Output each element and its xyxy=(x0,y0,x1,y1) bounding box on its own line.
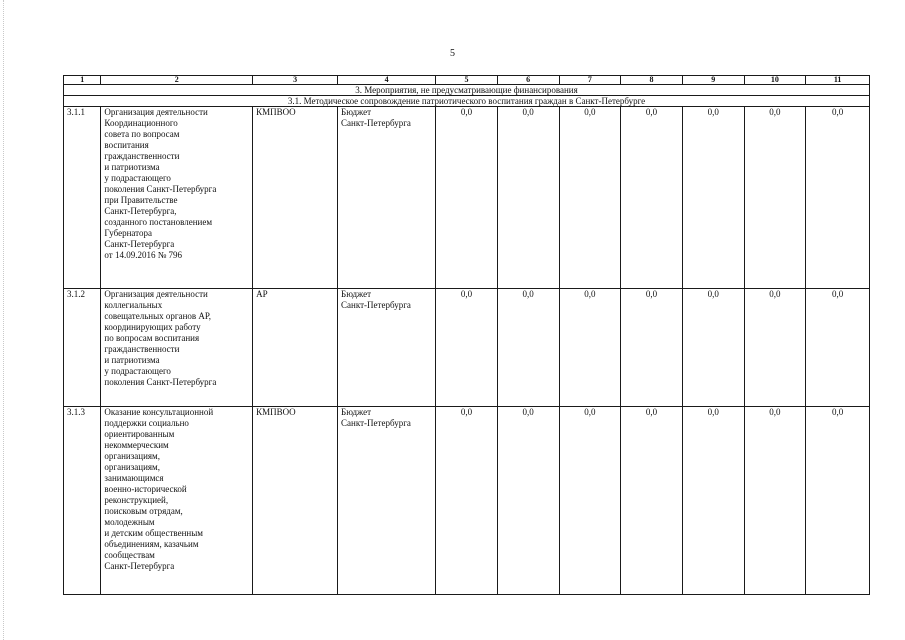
section-row xyxy=(64,85,870,96)
measure-title: Организация деятельности Координационного совета по вопросам воспитания гражданственности и патриотизма у подрастающего поколения Санкт-Петербурга при Правительстве Санкт-Петербурга, созданного постановлением Губернатора Санкт-Петербурга от 14.09.2016 № 796 xyxy=(101,107,253,289)
scan-edge-dots xyxy=(3,0,5,640)
column-number: 11 xyxy=(806,76,870,85)
funding-value: 0,0 xyxy=(436,107,498,289)
executor: АР xyxy=(253,289,338,407)
section-title: 3. Мероприятия, не предусматривающие финансирования xyxy=(64,85,870,96)
funding-value: 0,0 xyxy=(806,407,870,595)
funding-value: 0,0 xyxy=(806,289,870,407)
funding-value: 0,0 xyxy=(559,289,621,407)
funding-value: 0,0 xyxy=(744,289,806,407)
funding-value: 0,0 xyxy=(621,107,683,289)
column-number: 3 xyxy=(253,76,338,85)
funding-value: 0,0 xyxy=(497,407,559,595)
table-row xyxy=(64,407,870,595)
table-row xyxy=(64,289,870,407)
funding-source: Бюджет Санкт-Петербурга xyxy=(338,289,436,407)
funding-value: 0,0 xyxy=(744,407,806,595)
subsection-row xyxy=(64,96,870,107)
funding-value: 0,0 xyxy=(744,107,806,289)
measure-code: 3.1.1 xyxy=(64,107,101,289)
funding-value: 0,0 xyxy=(682,107,744,289)
column-number: 7 xyxy=(559,76,621,85)
funding-value: 0,0 xyxy=(559,107,621,289)
funding-value: 0,0 xyxy=(497,107,559,289)
column-number: 5 xyxy=(436,76,498,85)
executor: КМПВОО xyxy=(253,407,338,595)
executor: КМПВОО xyxy=(253,107,338,289)
column-number: 10 xyxy=(744,76,806,85)
column-number: 9 xyxy=(682,76,744,85)
funding-value: 0,0 xyxy=(621,289,683,407)
funding-value: 0,0 xyxy=(436,407,498,595)
column-number: 8 xyxy=(621,76,683,85)
funding-source: Бюджет Санкт-Петербурга xyxy=(338,107,436,289)
funding-source: Бюджет Санкт-Петербурга xyxy=(338,407,436,595)
column-number: 2 xyxy=(101,76,253,85)
column-number: 4 xyxy=(338,76,436,85)
measure-title: Организация деятельности коллегиальных совещательных органов АР, координирующих работу по вопросам воспитания гражданственности и патриотизма у подрастающего поколения Санкт-Петербурга xyxy=(101,289,253,407)
table-row xyxy=(64,107,870,289)
column-number-row xyxy=(64,76,870,85)
column-number: 6 xyxy=(497,76,559,85)
column-number: 1 xyxy=(64,76,101,85)
funding-value: 0,0 xyxy=(682,407,744,595)
funding-value: 0,0 xyxy=(682,289,744,407)
funding-value: 0,0 xyxy=(621,407,683,595)
funding-value: 0,0 xyxy=(436,289,498,407)
page-number: 5 xyxy=(450,48,455,59)
measure-title: Оказание консультационной поддержки социально ориентированным некоммерческим организациям, организациям, занимающимся военно-исторической реконструкцией, поисковым отрядам, молодежным и детским общественным объединениям, казачьим сообществам Санкт-Петербурга xyxy=(101,407,253,595)
funding-value: 0,0 xyxy=(559,407,621,595)
subsection-title: 3.1. Методическое сопровождение патриотического воспитания граждан в Санкт-Петербурге xyxy=(64,96,870,107)
funding-value: 0,0 xyxy=(497,289,559,407)
measure-code: 3.1.2 xyxy=(64,289,101,407)
measure-code: 3.1.3 xyxy=(64,407,101,595)
measures-table xyxy=(63,75,870,595)
funding-value: 0,0 xyxy=(806,107,870,289)
